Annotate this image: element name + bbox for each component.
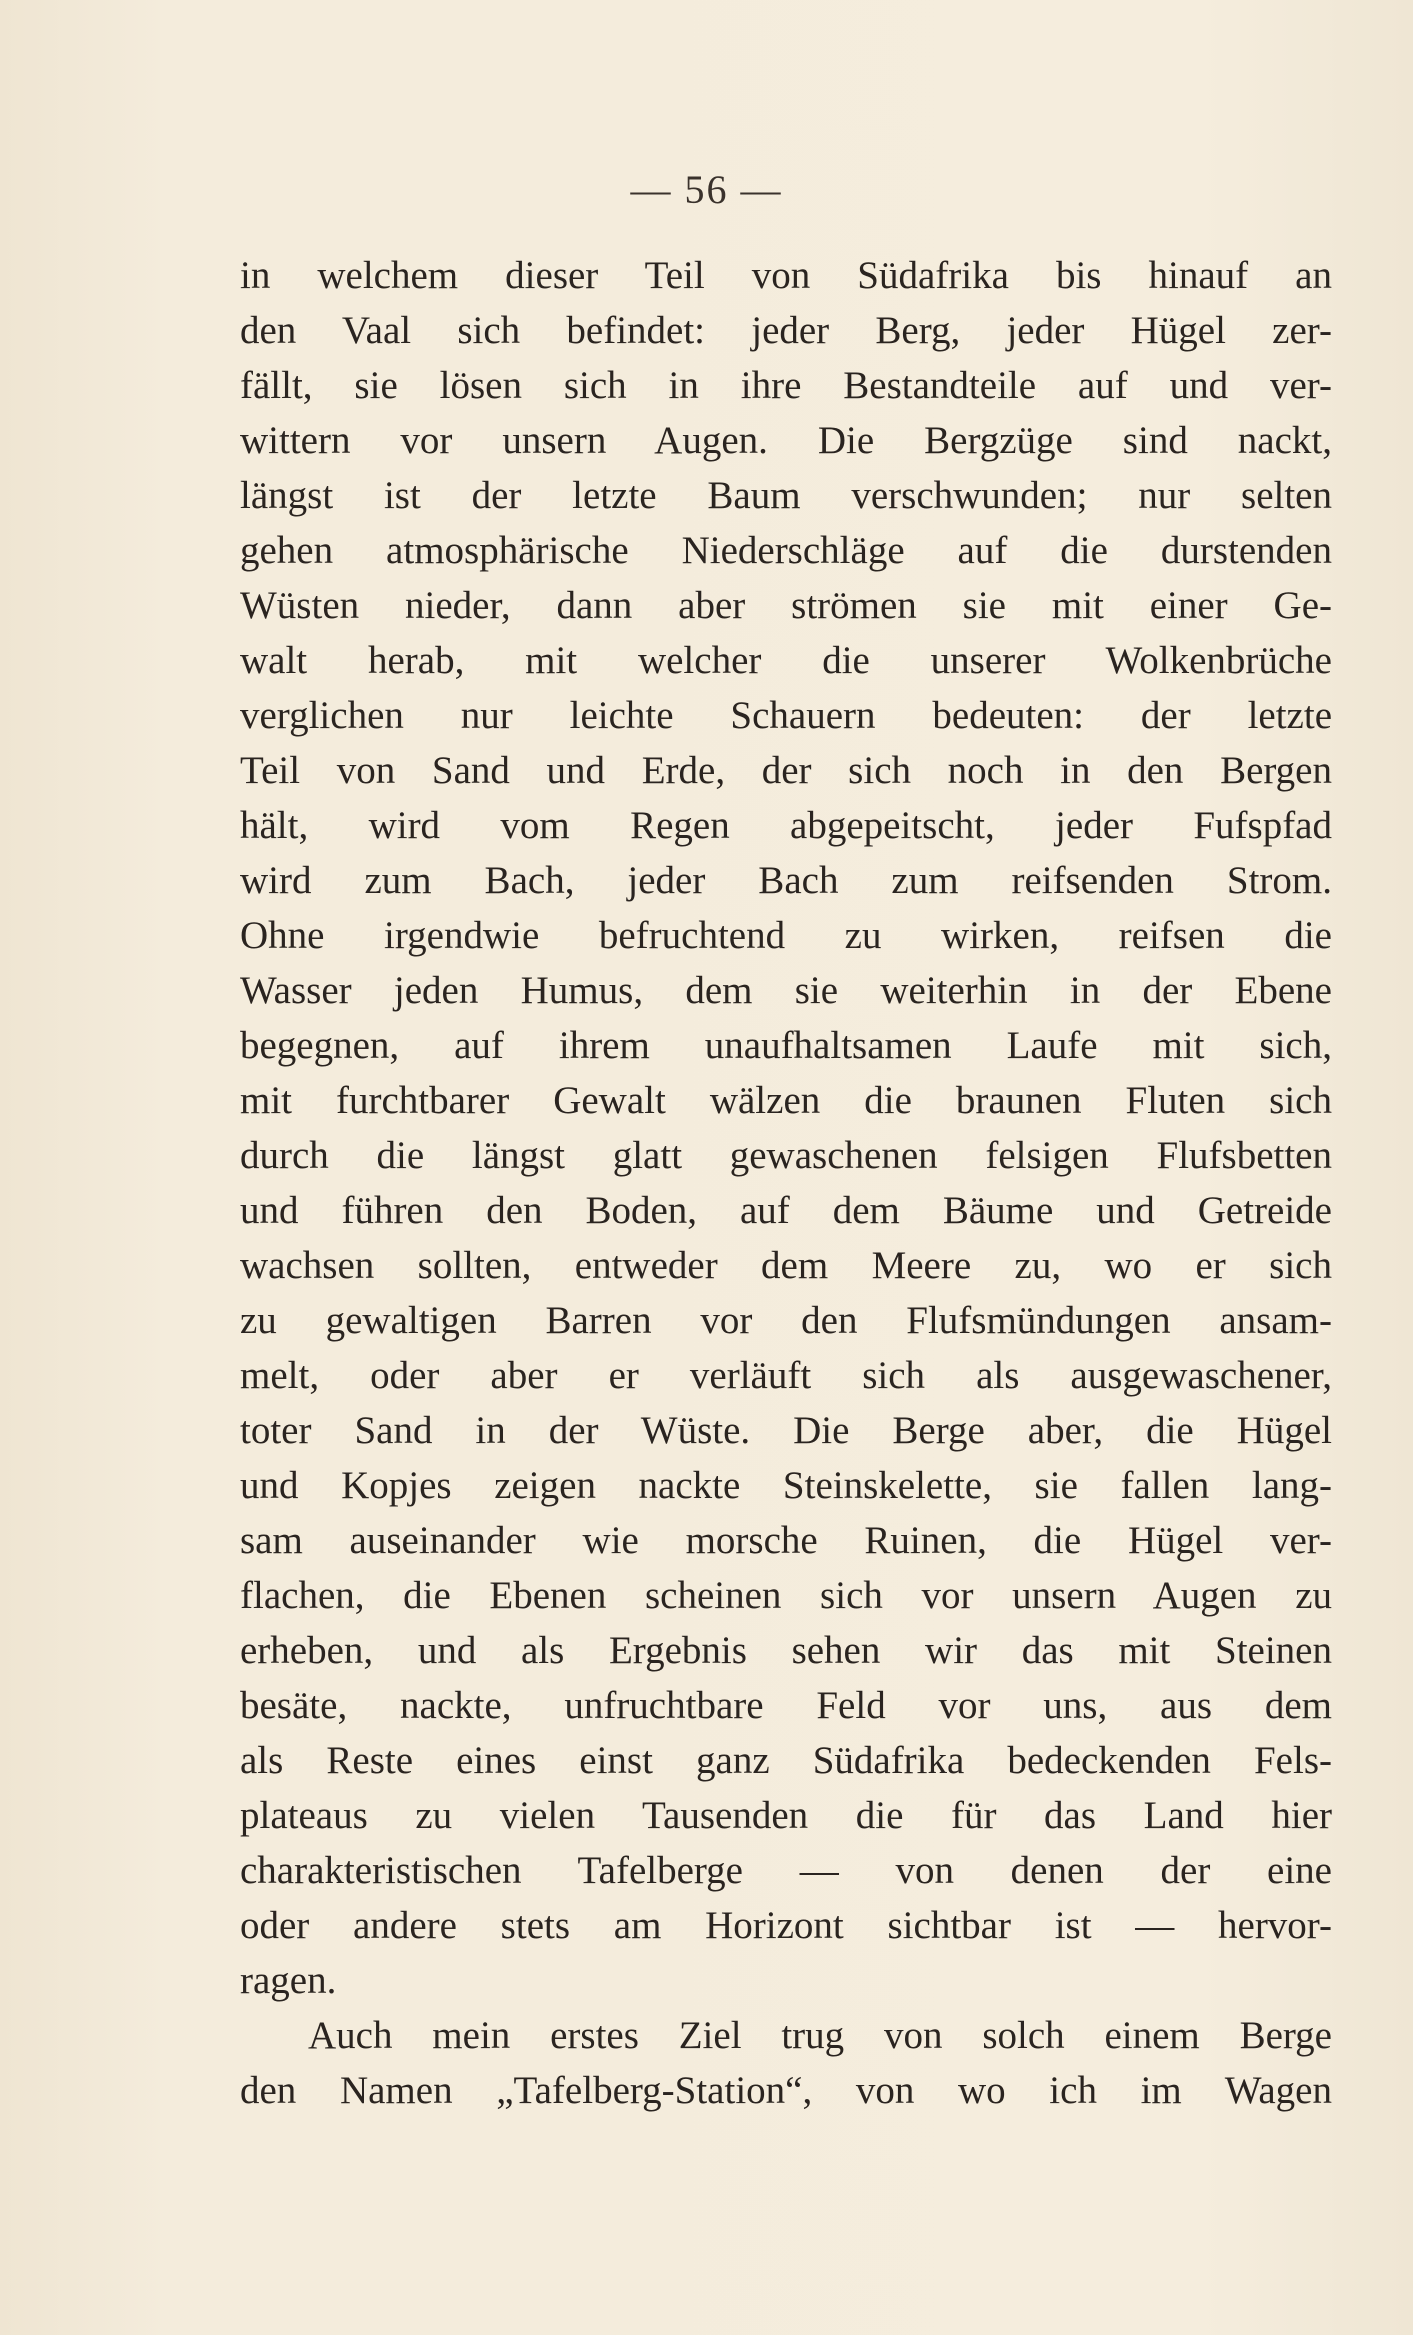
text-line: als Reste eines einst ganz Südafrika bedeckenden Fels- — [240, 1739, 1332, 1782]
text-line: gehen atmosphärische Niederschläge auf die durstenden — [240, 529, 1332, 572]
paragraph-start-line: Auch mein erstes Ziel trug von solch einem Berge — [308, 2014, 1332, 2057]
text-line: und führen den Boden, auf dem Bäume und Getreide — [240, 1189, 1332, 1232]
text-line: mit furchtbarer Gewalt wälzen die braunen Fluten sich — [240, 1079, 1332, 1122]
text-line: charakteristischen Tafelberge — von denen der eine — [240, 1849, 1332, 1892]
text-line: walt herab, mit welcher die unserer Wolkenbrüche — [240, 639, 1332, 682]
text-line: oder andere stets am Horizont sichtbar ist — hervor- — [240, 1904, 1332, 1947]
text-line: besäte, nackte, unfruchtbare Feld vor uns, aus dem — [240, 1684, 1332, 1727]
text-line: Wüsten nieder, dann aber strömen sie mit einer Ge- — [240, 584, 1332, 627]
text-line: begegnen, auf ihrem unaufhaltsamen Laufe mit sich, — [240, 1024, 1332, 1067]
text-line: flachen, die Ebenen scheinen sich vor unsern Augen zu — [240, 1574, 1332, 1617]
text-line: in welchem dieser Teil von Südafrika bis hinauf an — [240, 254, 1332, 297]
text-line: wittern vor unsern Augen. Die Bergzüge sind nackt, — [240, 419, 1332, 462]
text-line: den Vaal sich befindet: jeder Berg, jeder Hügel zer- — [240, 309, 1332, 352]
page-number: — 56 — — [630, 167, 783, 212]
text-line: wachsen sollten, entweder dem Meere zu, wo er sich — [240, 1244, 1332, 1287]
text-line: hält, wird vom Regen abgepeitscht, jeder Fufspfad — [240, 804, 1332, 847]
text-line: zu gewaltigen Barren vor den Flufsmündungen ansam- — [240, 1299, 1332, 1342]
text-line: und Kopjes zeigen nackte Steinskelette, sie fallen lang- — [240, 1464, 1332, 1507]
text-line: wird zum Bach, jeder Bach zum reifsenden Strom. — [240, 859, 1332, 902]
text-line: Wasser jeden Humus, dem sie weiterhin in der Ebene — [240, 969, 1332, 1012]
text-line: Ohne irgendwie befruchtend zu wirken, reifsen die — [240, 914, 1332, 957]
text-line: sam auseinander wie morsche Ruinen, die Hügel ver- — [240, 1519, 1332, 1562]
body-text — [240, 248, 1332, 2118]
text-line: den Namen „Tafelberg-Station“, von wo ich im Wagen — [240, 2069, 1332, 2112]
text-line: fällt, sie lösen sich in ihre Bestandteile auf und ver- — [240, 364, 1332, 407]
text-line: verglichen nur leichte Schauern bedeuten: der letzte — [240, 694, 1332, 737]
text-line: durch die längst glatt gewaschenen felsigen Flufsbetten — [240, 1134, 1332, 1177]
text-line: toter Sand in der Wüste. Die Berge aber, die Hügel — [240, 1409, 1332, 1452]
text-line: Teil von Sand und Erde, der sich noch in den Bergen — [240, 749, 1332, 792]
paragraph-end-line: ragen. — [240, 1959, 337, 2002]
text-line: melt, oder aber er verläuft sich als ausgewaschener, — [240, 1354, 1332, 1397]
text-line: längst ist der letzte Baum verschwunden; nur selten — [240, 474, 1332, 517]
text-line: erheben, und als Ergebnis sehen wir das mit Steinen — [240, 1629, 1332, 1672]
text-line: plateaus zu vielen Tausenden die für das Land hier — [240, 1794, 1332, 1837]
